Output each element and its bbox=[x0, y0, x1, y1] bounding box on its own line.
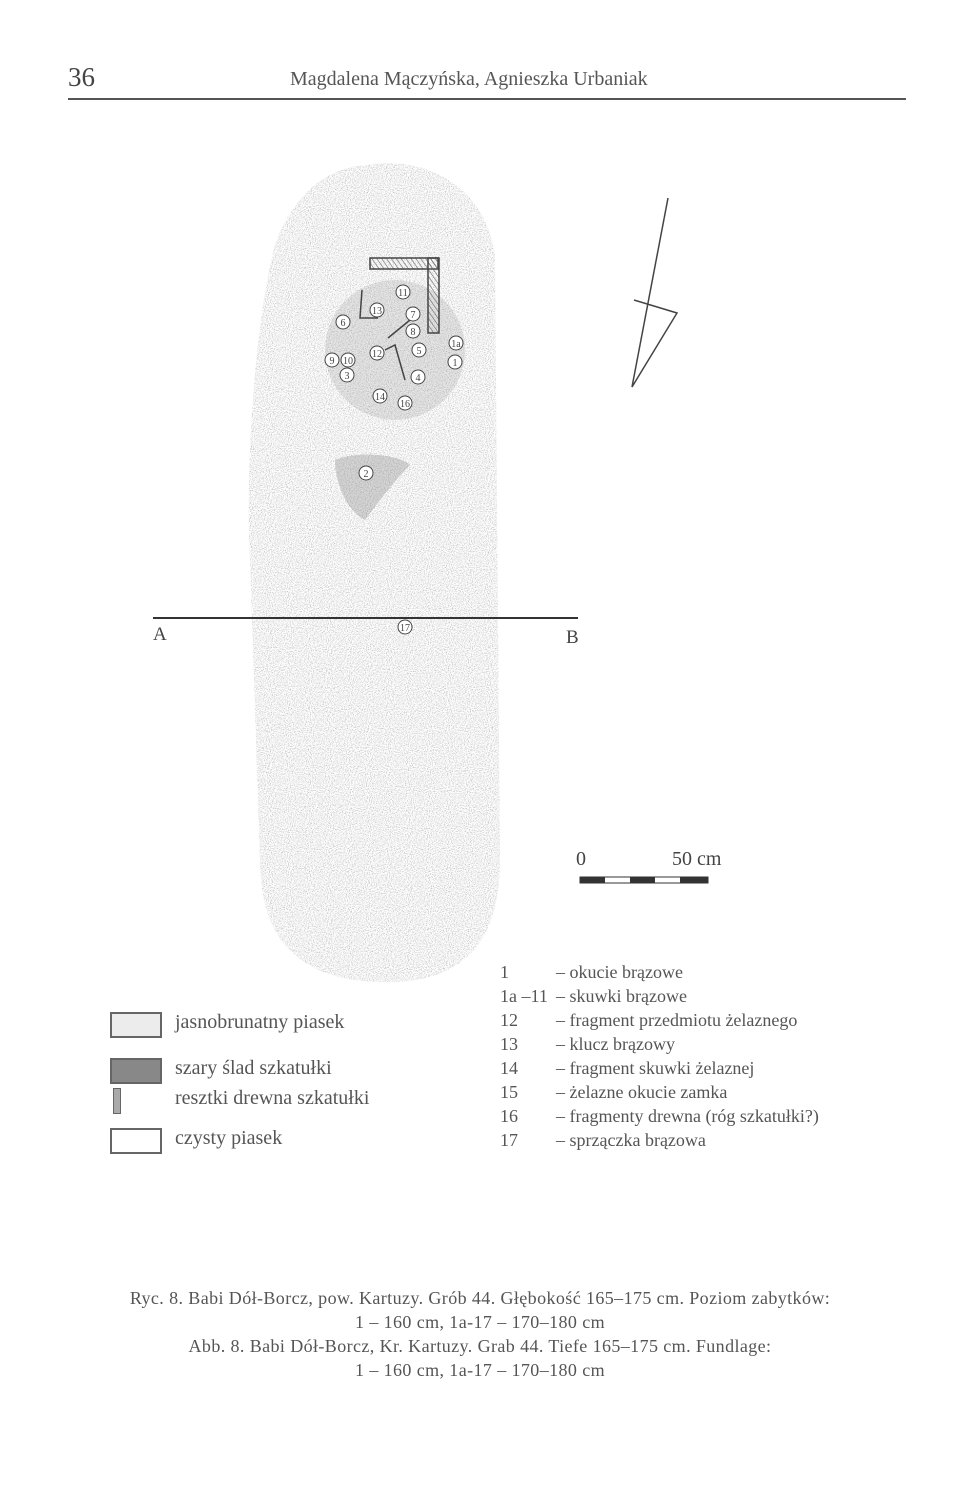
find-description: – okucie brązowe bbox=[556, 962, 683, 982]
find-description: – klucz brązowy bbox=[556, 1034, 675, 1054]
legend-label: jasnobrunatny piasek bbox=[175, 1011, 345, 1033]
legend-item bbox=[110, 1124, 430, 1156]
find-marker-label: 1 bbox=[452, 358, 458, 369]
find-description: – żelazne okucie zamka bbox=[556, 1082, 728, 1102]
find-marker-label: 5 bbox=[416, 346, 422, 357]
find-marker-label: 17 bbox=[400, 623, 410, 634]
find-marker bbox=[398, 620, 412, 634]
legend-item bbox=[110, 1054, 430, 1086]
find-number: 1 bbox=[500, 962, 509, 982]
find-marker bbox=[325, 353, 339, 367]
find-marker-label: 3 bbox=[344, 371, 350, 382]
find-marker bbox=[370, 303, 384, 317]
find-description: – fragmenty drewna (róg szkatułki?) bbox=[556, 1106, 819, 1126]
find-marker bbox=[398, 396, 412, 410]
find-marker-label: 4 bbox=[415, 373, 421, 384]
find-marker bbox=[412, 343, 426, 357]
find-marker-label: 16 bbox=[400, 399, 410, 410]
light-sand-swatch-icon bbox=[110, 1012, 162, 1038]
find-marker bbox=[370, 346, 384, 360]
find-marker-label: 6 bbox=[340, 318, 346, 329]
figure-caption-polish-levels: 1 – 160 cm, 1a-17 – 170–180 cm bbox=[355, 1312, 605, 1332]
find-number: 1a –11 bbox=[500, 986, 548, 1006]
figure-caption-polish: Ryc. 8. Babi Dół-Borcz, pow. Kartuzy. Grób 44. Głębokość 165–175 cm. Poziom zabytków: bbox=[129, 1288, 831, 1308]
page-header bbox=[68, 58, 906, 100]
find-marker-label: 8 bbox=[410, 327, 416, 338]
find-marker bbox=[336, 315, 350, 329]
legend-label: czysty piasek bbox=[175, 1127, 283, 1149]
scale-end-label: 50 cm bbox=[672, 848, 722, 870]
find-marker bbox=[406, 324, 420, 338]
wood-hatch-swatch-icon bbox=[113, 1088, 121, 1114]
find-marker-label: 2 bbox=[363, 469, 369, 480]
scale-bar bbox=[580, 877, 708, 883]
find-marker bbox=[373, 389, 387, 403]
find-number: 14 bbox=[500, 1058, 518, 1078]
find-marker bbox=[406, 307, 420, 321]
find-marker bbox=[411, 370, 425, 384]
grey-trace-swatch-icon bbox=[110, 1058, 162, 1084]
north-arrow-icon bbox=[632, 198, 677, 387]
find-description: – skuwki brązowe bbox=[556, 986, 687, 1006]
find-number: 12 bbox=[500, 1010, 518, 1030]
find-number: 15 bbox=[500, 1082, 518, 1102]
find-marker-label: 1a bbox=[451, 339, 461, 350]
legend-label: resztki drewna szkatułki bbox=[175, 1087, 370, 1109]
find-marker-label: 7 bbox=[410, 310, 416, 321]
wood-remains-side bbox=[428, 258, 439, 333]
scale-start-label: 0 bbox=[576, 848, 586, 870]
find-marker bbox=[449, 336, 463, 350]
find-marker-label: 14 bbox=[375, 392, 385, 403]
figure-caption-german-levels: 1 – 160 cm, 1a-17 – 170–180 cm bbox=[355, 1360, 605, 1380]
find-description: – fragment przedmiotu żelaznego bbox=[556, 1010, 798, 1030]
find-number: 13 bbox=[500, 1034, 518, 1054]
find-marker-label: 10 bbox=[343, 356, 353, 367]
running-head-authors: Magdalena Mączyńska, Agnieszka Urbaniak bbox=[290, 68, 648, 90]
section-label-a: A bbox=[153, 624, 167, 645]
figure-caption-german: Abb. 8. Babi Dół-Borcz, Kr. Kartuzy. Grab 44. Tiefe 165–175 cm. Fundlage: bbox=[188, 1336, 772, 1356]
find-description: – fragment skuwki żelaznej bbox=[556, 1058, 755, 1078]
find-marker-label: 9 bbox=[329, 356, 335, 367]
find-marker-label: 11 bbox=[398, 288, 408, 299]
find-marker bbox=[359, 466, 373, 480]
find-marker-label: 12 bbox=[372, 349, 382, 360]
clean-sand-swatch-icon bbox=[110, 1128, 162, 1154]
find-number: 17 bbox=[500, 1130, 518, 1150]
find-description: – sprzączka brązowa bbox=[556, 1130, 706, 1150]
legend-item bbox=[110, 1084, 430, 1116]
find-marker-label: 13 bbox=[372, 306, 382, 317]
legend-label: szary ślad szkatułki bbox=[175, 1057, 332, 1079]
find-marker bbox=[448, 355, 462, 369]
find-number: 16 bbox=[500, 1106, 518, 1126]
section-label-b: B bbox=[566, 627, 579, 648]
page-number: 36 bbox=[68, 62, 95, 92]
find-marker bbox=[396, 285, 410, 299]
find-marker bbox=[341, 353, 355, 367]
legend-item bbox=[110, 1008, 430, 1040]
find-marker bbox=[340, 368, 354, 382]
box-trace bbox=[325, 280, 465, 420]
